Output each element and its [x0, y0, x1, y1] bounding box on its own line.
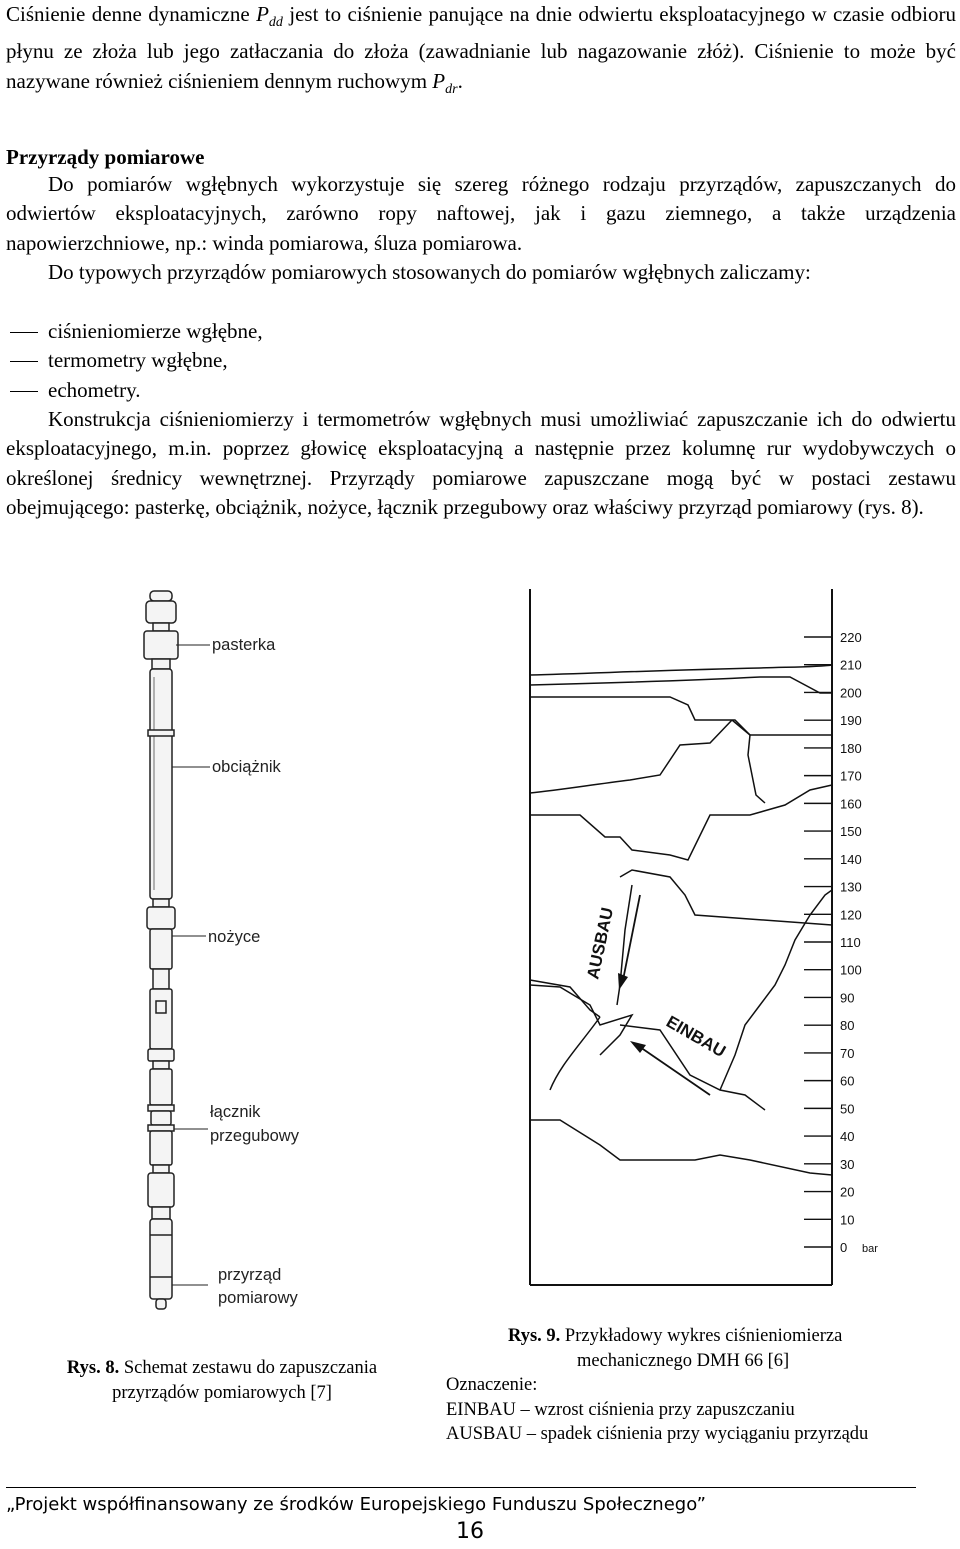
paragraph-typical: Do typowych przyrządów pomiarowych stosowanych do pomiarów wgłębnych zaliczamy:: [48, 260, 811, 284]
einbau-label: EINBAU: [663, 1012, 729, 1062]
symbol-p-2: P: [432, 68, 446, 93]
trace-bottom: [530, 1120, 832, 1175]
ausbau-label: AUSBAU: [583, 905, 618, 981]
scale-label: 50: [840, 1101, 855, 1117]
label-pasterka: pasterka: [212, 636, 276, 654]
figure-9-caption-line2: mechanicznego DMH 66 [6]: [577, 1350, 790, 1371]
scale-label: 0: [840, 1240, 848, 1255]
scale-label: 20: [840, 1184, 855, 1200]
intro-text-2: jest to ciśnienie panujące na dnie odwiertu eksploatacyjnego w czasie odbioru płynu ze złoża lub jego zatłaczania do złoża (zawadnianie lub nagazowanie złóż). Ciśnienie to może być nazywane również ciśnieniem dennym ruchowym: [6, 2, 956, 93]
label-lacznik-1: łącznik: [210, 1103, 261, 1121]
ausbau-arrow: [623, 895, 640, 980]
figure-8-caption-text: Schemat zestawu do zapuszczania: [119, 1358, 378, 1378]
figure-8-caption: [42, 1356, 402, 1405]
footer-divider: [6, 1487, 916, 1488]
pressure-chart-svg: [520, 585, 900, 1295]
scale-label: 70: [840, 1045, 855, 1061]
scale-unit: bar: [862, 1243, 878, 1255]
label-lacznik-2: przegubowy: [210, 1127, 299, 1145]
figure-9-caption-label: Rys. 9.: [508, 1326, 561, 1346]
footer-text: „Projekt współfinansowany ze środków Europejskiego Funduszu Społecznego”: [6, 1494, 706, 1515]
scale-label: 10: [840, 1212, 855, 1228]
intro-paragraph: [6, 0, 956, 104]
scale-ticks: [804, 630, 878, 1255]
figure-8-tool-string: [100, 585, 360, 1320]
scale-label: 150: [840, 824, 862, 840]
figure-9-caption-text: Przykładowy wykres ciśnieniomierza: [560, 1326, 843, 1346]
instrument-list: [6, 317, 263, 405]
scale-label: 90: [840, 990, 855, 1006]
scale-label: 220: [840, 630, 862, 645]
scale-label: 40: [840, 1129, 855, 1145]
figure-9-caption: [446, 1324, 931, 1447]
figure-8-caption-line2: przyrządów pomiarowych [7]: [112, 1382, 332, 1403]
scale-label: 180: [840, 740, 862, 756]
legend-title: Oznaczenie:: [446, 1375, 538, 1395]
legend-einbau: EINBAU – wzrost ciśnienia przy zapuszczaniu: [446, 1399, 795, 1420]
tool-string-drawing: [100, 585, 360, 1320]
einbau-arrow-head: [630, 1041, 646, 1053]
scale-label: 190: [840, 713, 862, 729]
list-item: termometry wgłębne,: [6, 346, 263, 375]
scale-label: 200: [840, 685, 862, 701]
scale-label: 30: [840, 1156, 855, 1172]
intro-text-1: Ciśnienie denne dynamiczne: [6, 2, 257, 26]
scale-label: 170: [840, 768, 862, 784]
symbol-dd: dd: [268, 15, 283, 31]
symbol-p: P: [256, 2, 269, 26]
section-heading: Przyrządy pomiarowe: [6, 145, 205, 169]
ausbau-arrow-head: [618, 973, 628, 990]
scale-label: 210: [840, 657, 862, 673]
figure-8-caption-label: Rys. 8.: [66, 1358, 120, 1378]
label-nozyce: nożyce: [208, 928, 261, 946]
paragraph-construction: Konstrukcja ciśnieniomierzy i termometrów wgłębnych musi umożliwiać zapuszczanie ich do odwiertu eksploatacyjnego, m.in. poprzez głowicę eksploatacyjną a następnie przez kolumnę rur wydobywczych o określonej średnicy wewnętrznej. Przyrządy pomiarowe zapuszczane mogą być w postaci zestawu obejmującego: pasterkę, obciążnik, nożyce, łącznik przegubowy oraz właściwy przyrząd pomiarowy (rys. 8).: [6, 407, 956, 519]
trace-segment-a: [530, 720, 732, 793]
figure-9-pressure-chart: [520, 585, 900, 1295]
trace-top-1: [530, 665, 832, 675]
scale-label: 140: [840, 851, 862, 867]
label-przyrzad-2: pomiarowy: [218, 1289, 298, 1307]
scale-label: 160: [840, 796, 862, 812]
trace-segment-g: [550, 1017, 600, 1090]
scale-label: 60: [840, 1073, 855, 1089]
trace-rise: [720, 890, 832, 1090]
intro-text-end: .: [457, 68, 463, 93]
list-item: ciśnieniomierze wgłębne,: [6, 317, 263, 346]
symbol-dr: dr: [445, 81, 458, 97]
page-number: 16: [456, 1519, 484, 1544]
scale-label: 110: [840, 935, 861, 950]
label-przyrzad-1: przyrząd: [218, 1266, 282, 1284]
scale-label: 100: [840, 962, 862, 978]
einbau-arrow: [640, 1047, 710, 1095]
legend-ausbau: AUSBAU – spadek ciśnienia przy wyciąganiu przyrządu: [446, 1424, 869, 1444]
label-obciaznik: obciążnik: [212, 758, 281, 776]
list-item: echometry.: [6, 376, 263, 405]
scale-label: 130: [840, 879, 862, 895]
trace-segment-e: [530, 985, 632, 1055]
trace-einbau-upper: [530, 697, 832, 735]
paragraph-instruments: Do pomiarów wgłębnych wykorzystuje się szereg różnego rodzaju przyrządów, zapuszczanych do odwiertów eksploatacyjnych, zarówno ropy naftowej, jak i gazu ziemnego, a także urządzenia napowierzchniowe, np.: winda pomiarowa, śluza pomiarowa.: [6, 172, 956, 255]
trace-segment-d: [620, 870, 832, 925]
trace-top-2: [530, 677, 832, 693]
scale-label: 80: [840, 1018, 855, 1034]
scale-label: 120: [840, 907, 862, 923]
trace-segment-b: [530, 785, 832, 860]
